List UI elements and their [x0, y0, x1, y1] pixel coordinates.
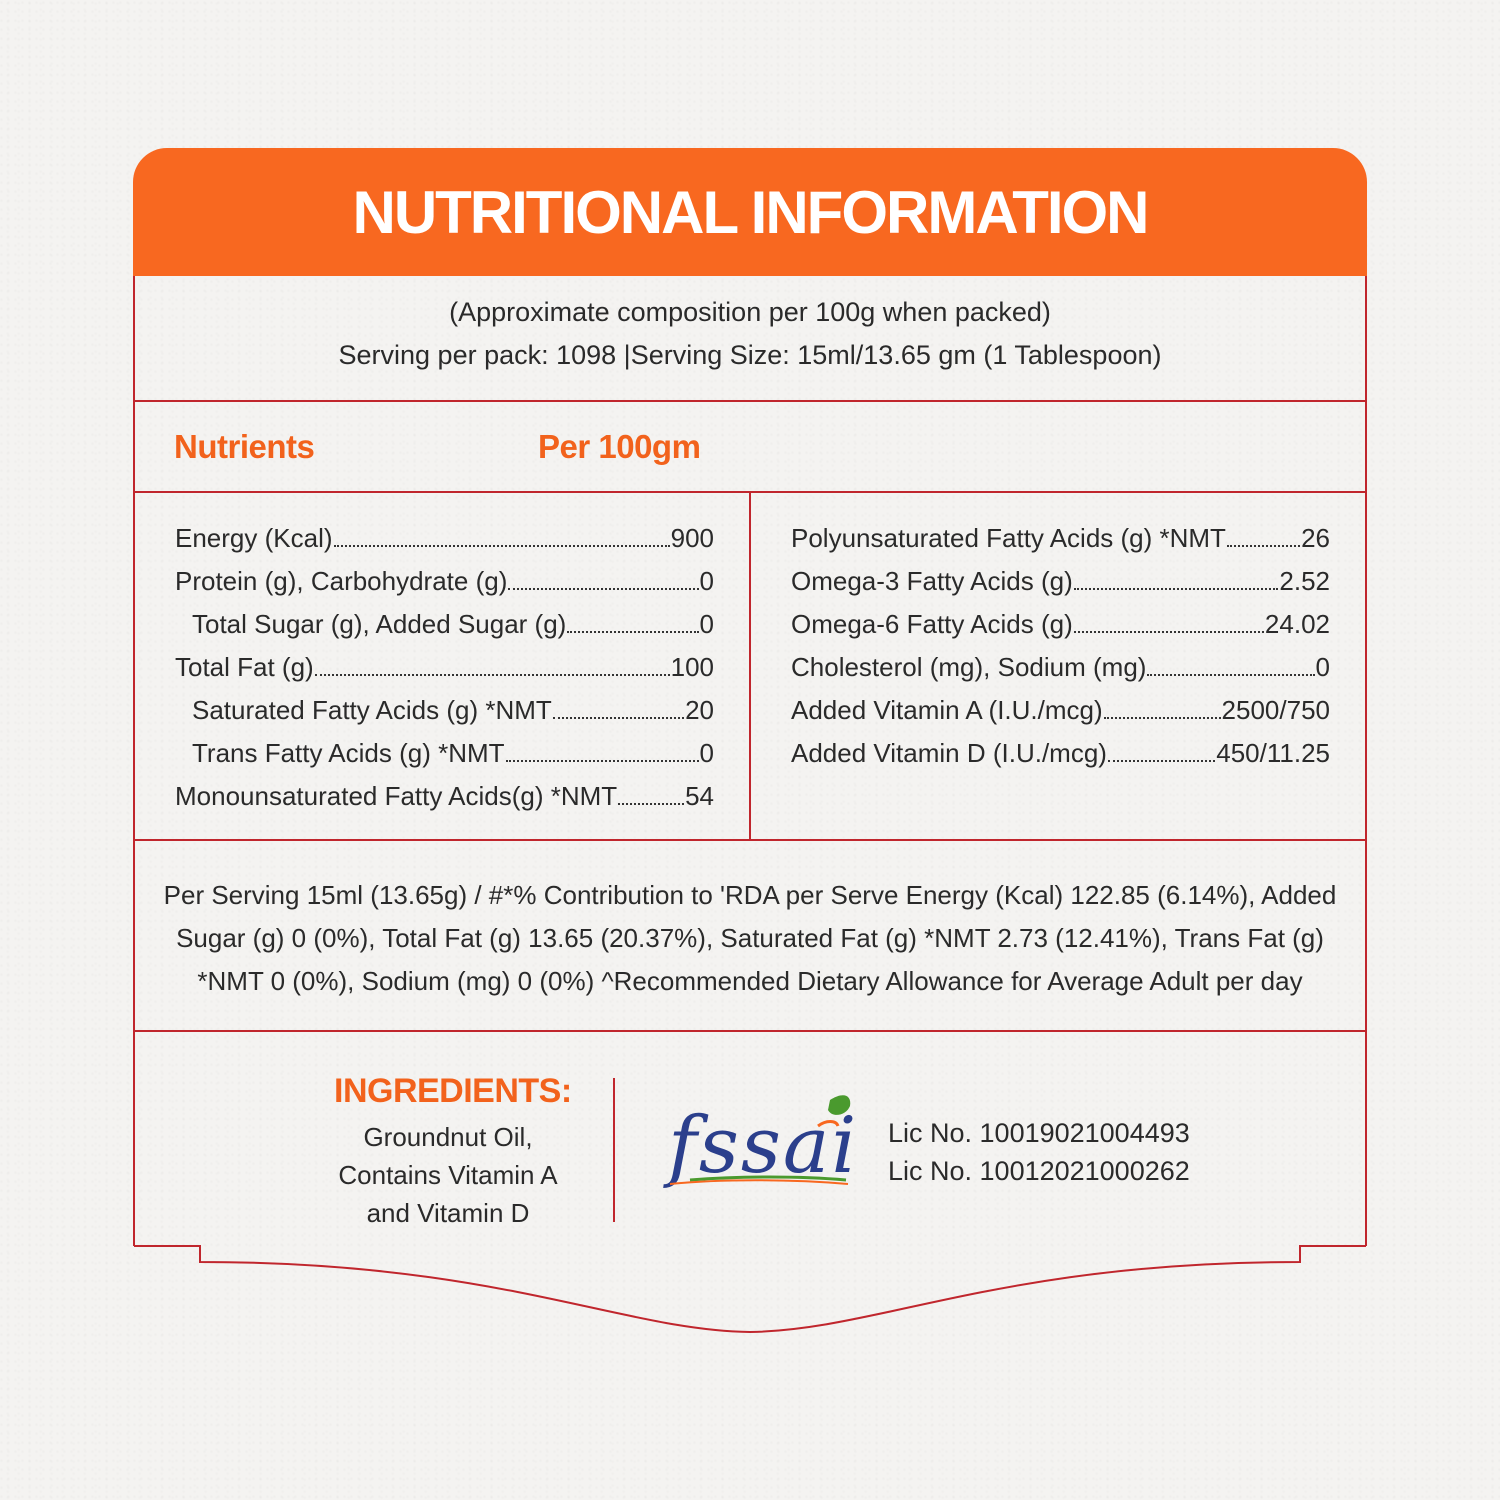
leader-dots [1074, 631, 1264, 633]
leader-dots [315, 674, 670, 676]
serving-info: Serving per pack: 1098 |Serving Size: 15ml/13.65 gm (1 Tablespoon) [338, 340, 1162, 370]
nutrient-row-vitamin-d [791, 738, 1330, 769]
nutrient-label: Polyunsaturated Fatty Acids (g) *NMT [791, 523, 1226, 553]
nutrient-label: Cholesterol (mg), Sodium (mg) [791, 652, 1147, 682]
nutrient-value: 450/11.25 [1216, 738, 1330, 768]
nutrient-label: Total Fat (g) [175, 652, 314, 682]
nutrient-value: 2.52 [1279, 566, 1330, 596]
label-title: NUTRITIONAL INFORMATION [352, 179, 1148, 246]
nutrient-row-sugar [192, 609, 714, 640]
leader-dots [618, 803, 684, 805]
nutrient-row-vitamin-a [791, 695, 1330, 726]
ingredients-line: and Vitamin D [366, 1198, 530, 1228]
leader-dots [553, 717, 684, 719]
nutrient-row-cholesterol-sodium [791, 652, 1330, 683]
nutrient-label: Trans Fatty Acids (g) *NMT [192, 738, 505, 768]
ingredients-line: Contains Vitamin A [338, 1160, 558, 1190]
composition-note: (Approximate composition per 100g when packed) [449, 297, 1051, 327]
nutrient-value: 2500/750 [1221, 695, 1330, 725]
per-100gm-column-header: Per 100gm [538, 428, 701, 465]
nutrient-label: Added Vitamin D (I.U./mcg) [791, 738, 1107, 768]
nutrient-label: Monounsaturated Fatty Acids(g) *NMT [175, 781, 618, 811]
nutrient-value: 26 [1301, 523, 1330, 553]
leader-dots [1104, 717, 1221, 719]
nutrient-label: Added Vitamin A (I.U./mcg) [791, 695, 1103, 725]
nutrient-value: 0 [699, 609, 714, 639]
nutrient-value: 100 [670, 652, 714, 682]
nutrient-label: Saturated Fatty Acids (g) *NMT [192, 695, 552, 725]
nutrient-label: Omega-3 Fatty Acids (g) [791, 566, 1073, 596]
nutrient-row-omega-3 [791, 566, 1330, 597]
nutrient-value: 900 [670, 523, 714, 553]
leader-dots [508, 588, 698, 590]
ingredients-list [298, 1118, 598, 1232]
nutrient-label: Protein (g), Carbohydrate (g) [175, 566, 508, 596]
leader-dots [1074, 588, 1279, 590]
license-number-2: Lic No. 10012021000262 [888, 1156, 1190, 1186]
nutrient-row-monounsaturated-fat [175, 781, 714, 812]
nutrient-row-trans-fat [192, 738, 714, 769]
fssai-logo [660, 1090, 860, 1190]
leader-dots [506, 760, 699, 762]
nutrient-row-saturated-fat [192, 695, 714, 726]
nutrient-value: 0 [699, 738, 714, 768]
leader-dots [1227, 545, 1300, 547]
leader-dots [1108, 760, 1215, 762]
leader-dots [567, 631, 698, 633]
leader-dots [1147, 674, 1314, 676]
nutrient-value: 0 [1315, 652, 1330, 682]
nutrient-label: Energy (Kcal) [175, 523, 333, 553]
ingredients-line: Groundnut Oil, [363, 1122, 533, 1152]
nutrient-label: Total Sugar (g), Added Sugar (g) [192, 609, 567, 639]
nutrient-value: 24.02 [1264, 609, 1330, 639]
nutrient-row-polyunsaturated-fat [791, 523, 1330, 554]
nutrient-label: Omega-6 Fatty Acids (g) [791, 609, 1073, 639]
ingredients-title: INGREDIENTS: [334, 1072, 572, 1110]
fssai-logo-text: fssai [668, 1101, 859, 1190]
nutrients-column-header: Nutrients [174, 428, 315, 465]
nutrient-value: 20 [685, 695, 714, 725]
nutrient-row-energy [175, 523, 714, 554]
leader-dots [334, 545, 670, 547]
nutrient-value: 54 [685, 781, 714, 811]
nutrient-row-protein-carbohydrate [175, 566, 714, 597]
nutrient-value: 0 [699, 566, 714, 596]
license-number-1: Lic No. 10019021004493 [888, 1118, 1190, 1148]
nutrient-row-omega-6 [791, 609, 1330, 640]
nutrient-row-total-fat [175, 652, 714, 683]
per-serving-summary: Per Serving 15ml (13.65g) / #*% Contribution to 'RDA per Serve Energy (Kcal) 122.85 (6.14%), Added Sugar (g) 0 (0%), Total Fat (g) 13.65 (20.37%), Saturated Fat (g) *NMT 2.73 (12.41%), Trans Fat (g) *NMT 0 (0%), Sodium (mg) 0 (0%) ^Recommended Dietary Allowance for Average Adult per day [163, 880, 1337, 996]
